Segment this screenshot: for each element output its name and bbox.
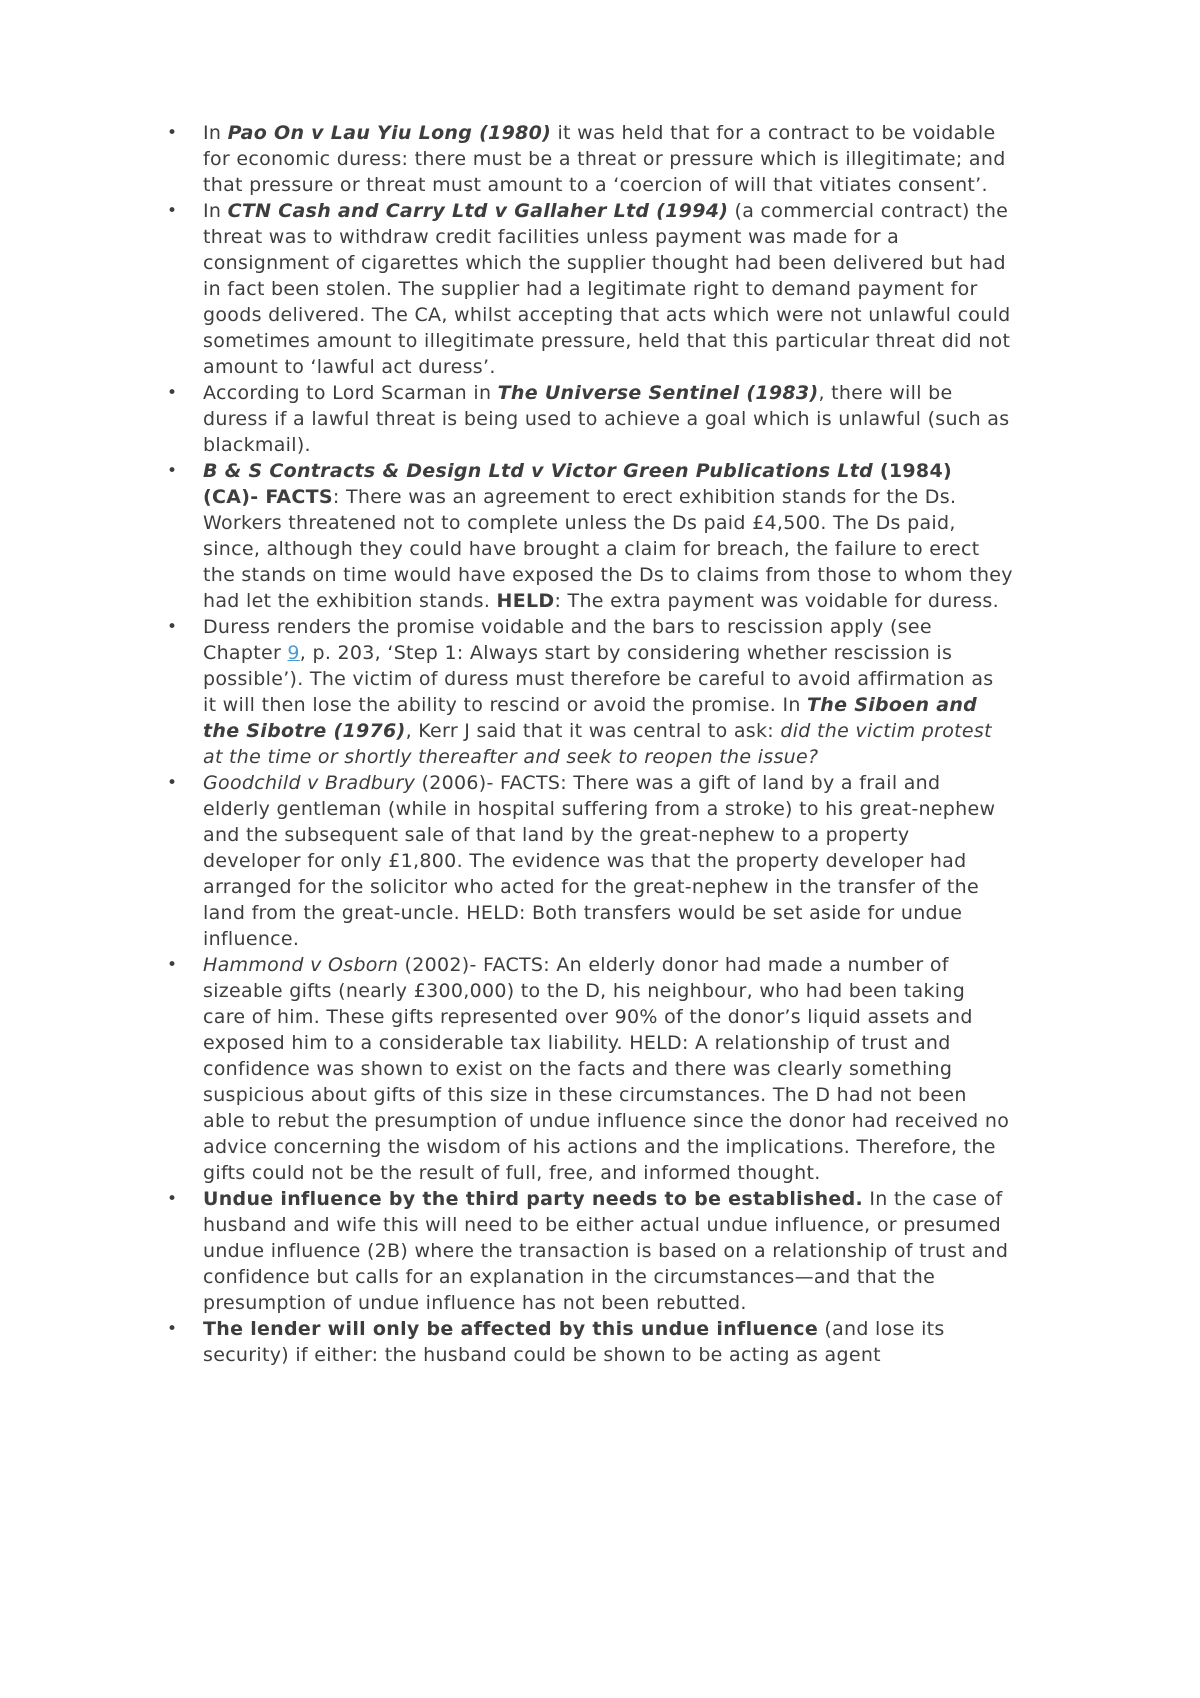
bullet-text — [203, 614, 1013, 770]
bullet-text — [203, 198, 1013, 380]
text-run: : There was an agreement to erect exhibition stands for the Ds. Workers threatened not to complete unless the Ds paid £4,500. The Ds paid, since, although they could have brought a claim for breach, the failure to erect the stands on time would have exposed the Ds to claims from those to whom they had let the exhibition stands. — [203, 486, 1013, 612]
text-run: (1984) (CA)- FACTS — [203, 460, 952, 508]
text-run: : The extra payment was voidable for duress. — [554, 590, 999, 612]
bullet-marker-icon: • — [167, 461, 178, 481]
bullet-marker-icon: • — [167, 1189, 178, 1209]
text-run: Pao On v Lau Yiu Long (1980) — [227, 122, 552, 144]
bullet-marker-icon: • — [167, 955, 178, 975]
text-run: (2002)- FACTS: An elderly donor had made a number of sizeable gifts (nearly £300,000) to the D, his neighbour, who had been taking care of him. These gifts represented over 90% of the donor’s liquid assets and exposed him to a considerable tax liability. HELD: A relationship of trust and confidence was shown to exist on the facts and there was clearly something suspicious about gifts of this size in these circumstances. The D had not been able to rebut the presumption of undue influence since the donor had received no advice concerning the wisdom of his actions and the implications. Therefore, the gifts could not be the result of full, free, and informed thought. — [203, 954, 1010, 1184]
bullet-item — [167, 614, 1013, 770]
text-run: (and lose its security) if either: the husband could be shown to be acting as agent — [203, 1318, 945, 1366]
bullet-marker-icon: • — [167, 123, 178, 143]
text-run: it was held that for a contract to be voidable for economic duress: there must be a threat or pressure which is illegitimate; and that pressure or threat must amount to a ‘coercion of will that vitiates consent’. — [203, 122, 1006, 196]
bullet-item — [167, 770, 1013, 952]
bullet-text — [203, 1186, 1013, 1316]
text-run: In — [203, 122, 228, 144]
text-run: (a commercial contract) the threat was to withdraw credit facilities unless payment was made for a consignment of cigarettes which the supplier thought had been delivered but had in fact been stolen. The supplier had a legitimate right to demand payment for goods delivered. The CA, whilst accepting that acts which were not unlawful could sometimes amount to illegitimate pressure, held that this particular threat did not amount to ‘lawful act duress’. — [203, 200, 1011, 378]
bullet-text — [203, 458, 1013, 614]
bullet-item — [167, 1186, 1013, 1316]
bullet-item — [167, 120, 1013, 198]
bullet-marker-icon: • — [167, 773, 178, 793]
bullet-item — [167, 458, 1013, 614]
bullet-text — [203, 380, 1013, 458]
text-run: In the case of husband and wife this will need to be either actual undue influence, or presumed undue influence (2B) where the transaction is based on a relationship of trust and confidence but calls for an explanation in the circumstances—and that the presumption of undue influence has not been rebutted. — [203, 1188, 1009, 1314]
text-run: Duress renders the promise voidable and the bars to rescission apply (see Chapter — [203, 616, 932, 664]
bullet-item — [167, 1316, 1013, 1368]
bullet-text — [203, 952, 1013, 1186]
text-run: Undue influence by the third party needs to be established. — [203, 1188, 864, 1210]
bullet-item — [167, 380, 1013, 458]
bullet-item — [167, 198, 1013, 380]
bullet-item — [167, 952, 1013, 1186]
text-run: In — [203, 200, 228, 222]
text-run: B & S Contracts & Design Ltd v Victor Green Publications Ltd — [203, 460, 873, 482]
bullet-marker-icon: • — [167, 383, 178, 403]
chapter-9-link[interactable]: 9 — [287, 642, 300, 664]
text-run: , Kerr J said that it was central to ask: — [405, 720, 781, 742]
bullet-text — [203, 120, 1013, 198]
text-run: The Universe Sentinel (1983) — [497, 382, 819, 404]
text-run: Hammond v Osborn — [203, 954, 399, 976]
text-run: , there will be duress if a lawful threat is being used to achieve a goal which is unlawful (such as blackmail). — [203, 382, 1010, 456]
bullet-text — [203, 1316, 1013, 1368]
text-run: Goodchild v Bradbury — [203, 772, 416, 794]
text-run: According to Lord Scarman in — [203, 382, 498, 404]
bullet-text — [203, 770, 1013, 952]
text-run: (2006)- FACTS: There was a gift of land by a frail and elderly gentleman (while in hospital suffering from a stroke) to his great-nephew and the subsequent sale of that land by the great-nephew to a property developer for only £1,800. The evidence was that the property developer had arranged for the solicitor who acted for the great-nephew in the transfer of the land from the great-uncle. HELD: Both transfers would be set aside for undue influence. — [203, 772, 996, 950]
bullet-marker-icon: • — [167, 617, 178, 637]
bullet-marker-icon: • — [167, 1319, 178, 1339]
text-run: The lender will only be affected by this undue influence — [203, 1318, 819, 1340]
text-run: CTN Cash and Carry Ltd v Gallaher Ltd (1994) — [227, 200, 729, 222]
text-run: , p. 203, ‘Step 1: Always start by considering whether rescission is possible’). The victim of duress must therefore be careful to avoid affirmation as it will then lose the ability to rescind or avoid the promise. In — [203, 642, 994, 716]
bullet-list — [167, 120, 1013, 1368]
text-run: The Siboen and the Sibotre (1976) — [203, 694, 978, 742]
text-run: HELD — [496, 590, 555, 612]
bullet-marker-icon: • — [167, 201, 178, 221]
text-run: did the victim protest at the time or shortly thereafter and seek to reopen the issue? — [203, 720, 992, 768]
